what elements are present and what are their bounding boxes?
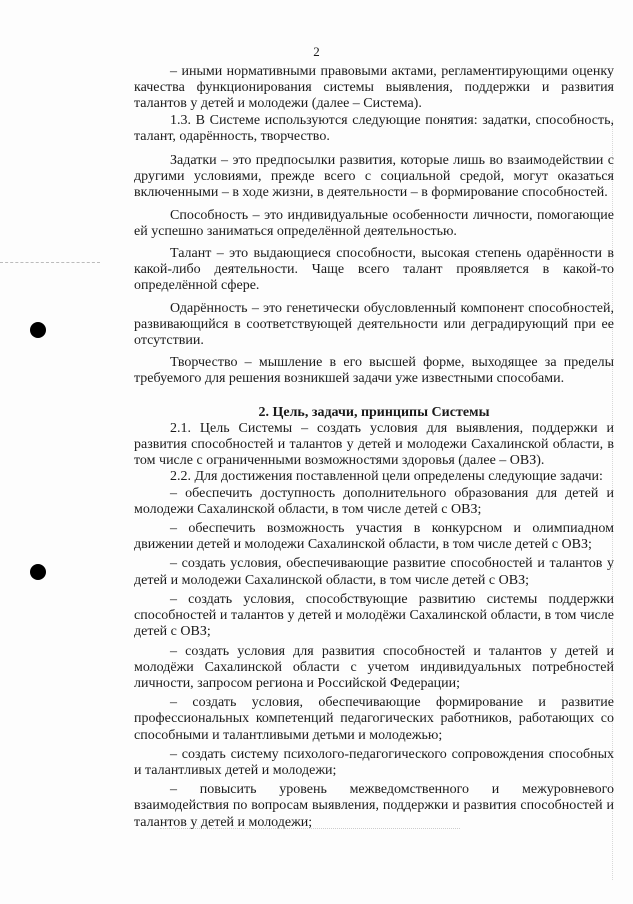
paragraph: 1.3. В Системе используются следующие понятия: задатки, способность, талант, одарённость, творчество. — [134, 112, 614, 144]
punch-hole — [30, 564, 46, 580]
paragraph: 2.1. Цель Системы – создать условия для выявления, поддержки и развития способностей и талантов у детей и молодежи Сахалинской области, в том числе с ограниченными возможностями здоровья (далее – ОВЗ). — [134, 420, 614, 469]
list-item: – создать условия для развития способностей и талантов у детей и молодёжи Сахалинской области с учетом индивидуальных потребностей личности, запросом региона и Российской Федерации; — [134, 643, 614, 691]
list-item: – повысить уровень межведомственного и межуровневого взаимодействия по вопросам выявления, поддержки и развития способностей и талантов у детей и молодежи; — [134, 782, 614, 830]
list-item: – обеспечить возможность участия в конкурсном и олимпиадном движении детей и молодежи Сахалинской области, в том числе детей с ОВЗ; — [134, 521, 614, 553]
list-item: – создать условия, способствующие развитию системы поддержки способностей и талантов у детей и молодёжи Сахалинской области, в том числе детей с ОВЗ; — [134, 591, 614, 640]
paragraph: Талант – это выдающиеся способности, высокая степень одарённости в какой-либо деятельности. Чаще всего талант проявляется в какой-то определённой сфере. — [134, 246, 614, 294]
paragraph: Творчество – мышление в его высшей форме, выходящее за пределы требуемого для решения возникшей задачи уже известными способами. — [134, 355, 614, 387]
paragraph: – иными нормативными правовыми актами, регламентирующими оценку качества функционирования системы выявления, поддержки и развития талантов у детей и молодежи (далее – Система). — [134, 64, 614, 112]
paragraph: Способность – это индивидуальные особенности личности, помогающие ей успешно заниматься определённой деятельностью. — [134, 207, 614, 239]
list-item: – создать условия, обеспечивающие развитие способностей и талантов у детей и молодежи Сахалинской области, в том числе детей с ОВЗ; — [134, 556, 614, 588]
paragraph: Задатки – это предпосылки развития, которые лишь во взаимодействии с другими условиями, прежде всего с социальной средой, могут оказаться включенными – в ходе жизни, в деятельности – в формирование способностей. — [134, 153, 614, 201]
list-item: – создать условия, обеспечивающие формирование и развитие профессиональных компетенций педагогических работников, работающих со способными и талантливыми детьми и молодежью; — [134, 695, 614, 743]
margin-scan-line — [0, 262, 100, 263]
paragraph: 2.2. Для достижения поставленной цели определены следующие задачи: — [170, 469, 603, 485]
paragraph: Одарённость – это генетически обусловленный компонент способностей, развивающийся в соответствующей деятельности или деградирующий при ее отсутствии. — [134, 300, 614, 349]
section-heading: 2. Цель, задачи, принципы Системы — [258, 404, 490, 420]
list-item: – обеспечить доступность дополнительного образования для детей и молодежи Сахалинской области, в том числе детей с ОВЗ; — [134, 485, 614, 517]
page-number: 2 — [313, 44, 320, 59]
punch-hole — [30, 322, 46, 338]
document-body — [134, 64, 614, 831]
list-item: – создать систему психолого-педагогического сопровождения способных и талантливых детей и молодежи; — [134, 746, 614, 778]
